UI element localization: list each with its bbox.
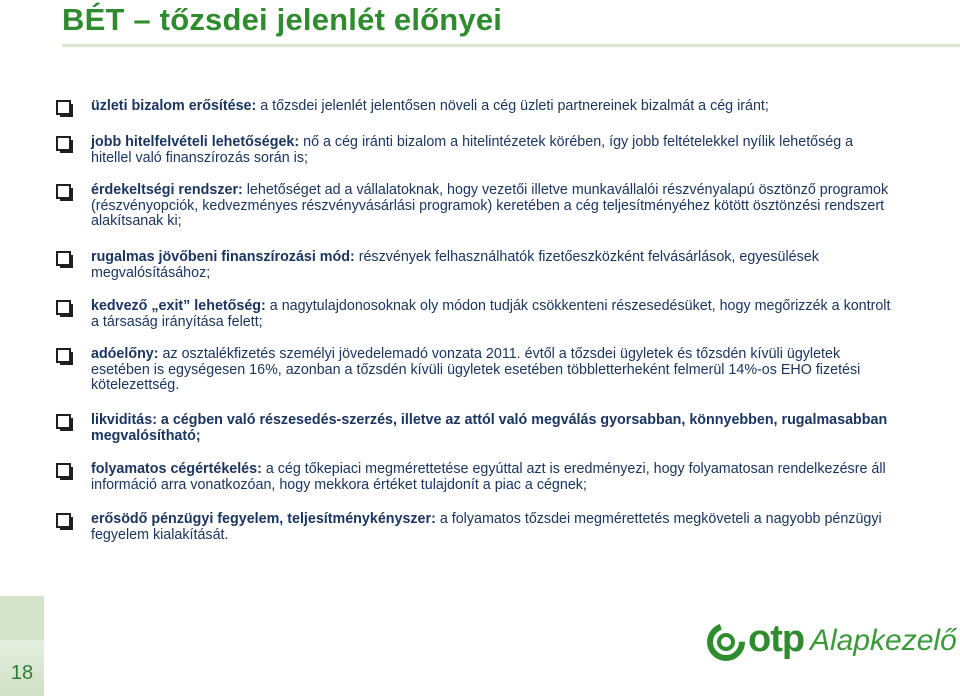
list-item-text <box>91 462 891 493</box>
list-item-text <box>91 250 891 281</box>
list-item-text <box>91 183 891 230</box>
checkbox-bullet-icon <box>56 184 71 199</box>
item-body: a tőzsdei jelenlét jelentősen növeli a cég üzleti partnereinek bizalmát a cég iránt; <box>256 98 769 114</box>
otp-swirl-icon <box>706 622 746 662</box>
checkbox-bullet-icon <box>56 136 71 151</box>
slide-title: BÉT – tőzsdei jelenlét előnyei <box>62 2 503 37</box>
item-heading: rugalmas jövőbeni finanszírozási mód: <box>91 249 355 265</box>
item-heading: üzleti bizalom erősítése: <box>91 98 257 114</box>
item-heading: adóelőny: <box>91 346 159 362</box>
item-heading: folyamatos cégértékelés: <box>91 461 262 477</box>
list-item-text <box>91 512 891 543</box>
list-item-text <box>91 347 891 394</box>
checkbox-bullet-icon <box>56 348 71 363</box>
item-body: nő a cég iránti bizalom a hitelintézetek körében, így jobb feltételekkel nyílik lehetőség a hitellel való finanszírozás során is; <box>91 134 854 166</box>
list-item-text <box>91 413 891 444</box>
page-number: 18 <box>10 662 34 684</box>
list-item-text <box>91 135 891 166</box>
list-item-text <box>91 99 891 115</box>
logo-suffix: Alapkezelő <box>810 624 957 657</box>
item-heading: jobb hitelfelvételi lehetőségek: <box>91 134 300 150</box>
item-body: a nagytulajdonosoknak oly módon tudják csökkenteni részesedésüket, hogy megőrizzék a kontrolt a társaság irányítása felett; <box>91 298 891 330</box>
item-body: a cég tőkepiaci megmérettetése egyúttal azt is eredményezi, hogy folyamatosan rendelkezésre áll információ arra vonatkozóan, hogy mekkora értéket tulajdonít a piac a cégnek; <box>91 461 886 493</box>
item-heading: erősödő pénzügyi fegyelem, teljesítménykényszer: <box>91 511 436 527</box>
otp-logo <box>706 618 957 666</box>
item-heading: kedvező „exit” lehetőség: <box>91 298 266 314</box>
checkbox-bullet-icon <box>56 300 71 315</box>
item-heading: érdekeltségi rendszer: <box>91 182 243 198</box>
logo-brand: otp <box>748 618 805 660</box>
checkbox-bullet-icon <box>56 513 71 528</box>
item-body: részvények felhasználhatók fizetőeszközként felvásárlások, egyesülések megvalósításához; <box>91 249 819 281</box>
checkbox-bullet-icon <box>56 251 71 266</box>
list-item-text <box>91 299 891 330</box>
checkbox-bullet-icon <box>56 414 71 429</box>
checkbox-bullet-icon <box>56 100 71 115</box>
checkbox-bullet-icon <box>56 463 71 478</box>
item-body: a folyamatos tőzsdei megmérettetés megköveteli a nagyobb pénzügyi fegyelem kialakítását. <box>91 511 882 543</box>
item-heading: likviditás: a cégben való részesedés-szerzés, illetve az attól való megválás gyorsabban, könnyebben, rugalmasabban megvalósítható; <box>91 412 888 444</box>
item-body: lehetőséget ad a vállalatoknak, hogy vezetői illetve munkavállalói részvényalapú ösztönző programok (részvényopciók, kedvezményes részvényvásárlási programok) keretében a cég teljesítményéhez kötött ösztönzési rendszert alakítsanak ki; <box>91 182 889 229</box>
item-body: az osztalékfizetés személyi jövedelemadó vonzata 2011. évtől a tőzsdei ügyletek és tőzsdén kívüli ügyletek esetében is egységesen 16%, azonban a tőzsdén kívüli ügyletek esetében többletterheként felmerül 14%-os EHO fizetési kötelezettség. <box>91 346 861 393</box>
